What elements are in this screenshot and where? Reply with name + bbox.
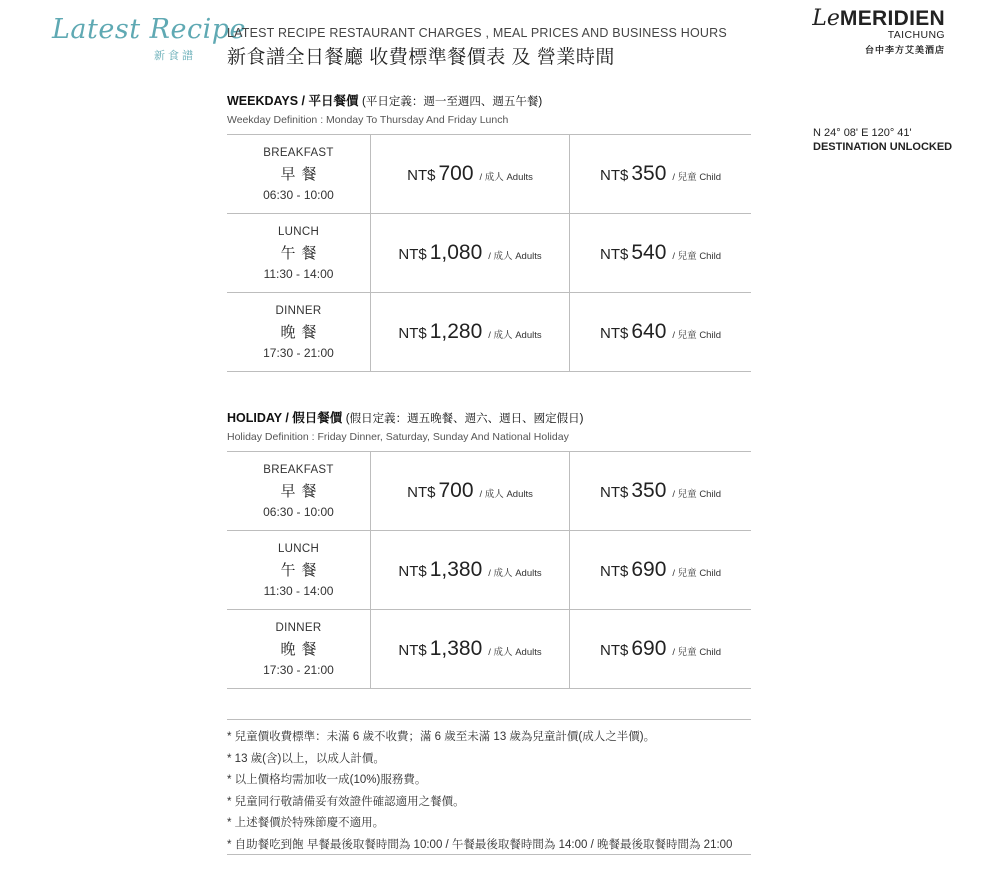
meal-name-cn: 午餐 (280, 244, 323, 262)
meal-name-en: BREAKFAST (263, 463, 334, 476)
note-item: * 兒童價收費標準：未滿 6 歲不收費；滿 6 歲至未滿 13 歲為兒童計價(成人之半價)。 (227, 727, 767, 749)
page-header (227, 26, 727, 69)
child-price: 690 (631, 637, 667, 660)
adult-unit: / 成人 Adults (488, 330, 542, 341)
currency: NT$ (398, 642, 427, 659)
section-title-main: WEEKDAYS / 平日餐價 (227, 94, 359, 108)
logo-script-text: Latest Recipe (52, 14, 246, 45)
coordinates-text: N 24° 08' E 120° 41' (813, 127, 912, 139)
meal-name-en: DINNER (275, 621, 322, 634)
brand-city: TAICHUNG (887, 29, 945, 41)
child-unit: / 兒童 Child (672, 647, 721, 658)
currency: NT$ (398, 325, 427, 342)
meal-name-cn: 晚餐 (280, 323, 323, 341)
destination-tagline: DESTINATION UNLOCKED (813, 141, 953, 153)
meal-cell (227, 531, 371, 610)
meal-hours: 11:30 - 14:00 (263, 266, 334, 281)
adult-price: 700 (438, 162, 474, 185)
notes-divider (227, 719, 751, 720)
currency: NT$ (407, 167, 436, 184)
adult-unit: / 成人 Adults (479, 172, 533, 183)
brand-chinese-name: 台中李方艾美酒店 (864, 45, 945, 55)
currency: NT$ (600, 484, 629, 501)
meal-cell (227, 135, 371, 214)
latest-recipe-logo (52, 14, 246, 64)
child-price: 640 (631, 320, 667, 343)
currency: NT$ (398, 246, 427, 263)
section-title (227, 91, 542, 109)
adult-price-cell (371, 214, 570, 293)
adult-price: 1,280 (429, 320, 483, 343)
notes-bottom-divider (227, 854, 751, 855)
page-title-cn: 新食譜全日餐廳 收費標準餐價表 及 營業時間 (227, 47, 615, 68)
section-title-sub: (平日定義：週一至週四、週五午餐) (362, 96, 543, 108)
meal-hours: 06:30 - 10:00 (263, 187, 334, 202)
meal-name-en: LUNCH (277, 225, 320, 238)
adult-price: 700 (438, 479, 474, 502)
notes-list (227, 727, 767, 856)
meal-cell (227, 610, 371, 689)
adult-price: 1,080 (429, 241, 483, 264)
adult-unit: / 成人 Adults (488, 568, 542, 579)
currency: NT$ (398, 563, 427, 580)
note-item: * 上述餐價於特殊節慶不適用。 (227, 813, 767, 835)
child-unit: / 兒童 Child (672, 172, 721, 183)
brand-main: MERIDIEN (839, 7, 945, 30)
child-price: 540 (631, 241, 667, 264)
child-unit: / 兒童 Child (672, 330, 721, 341)
section-title (227, 408, 583, 426)
meal-name-en: DINNER (275, 304, 322, 317)
le-meridien-logo (812, 6, 945, 56)
section-definition: Weekday Definition : Monday To Thursday And Friday Lunch (227, 114, 509, 126)
table-row (227, 531, 751, 610)
note-item: * 自助餐吃到飽 早餐最後取餐時間為 10:00 / 午餐最後取餐時間為 14:00 / 晚餐最後取餐時間為 21:00 (227, 835, 767, 857)
brand-le: Le (812, 6, 840, 31)
child-unit: / 兒童 Child (672, 489, 721, 500)
currency: NT$ (407, 484, 436, 501)
meal-name-en: LUNCH (277, 542, 320, 555)
adult-price-cell (371, 135, 570, 214)
child-price-cell (570, 214, 752, 293)
child-unit: / 兒童 Child (672, 251, 721, 262)
currency: NT$ (600, 563, 629, 580)
child-price: 350 (631, 479, 667, 502)
coordinates-block (813, 126, 952, 154)
adult-price-cell (371, 293, 570, 372)
table-row (227, 135, 751, 214)
meal-name-cn: 午餐 (280, 561, 323, 579)
child-price-cell (570, 452, 752, 531)
child-price-cell (570, 135, 752, 214)
child-unit: / 兒童 Child (672, 568, 721, 579)
meal-hours: 11:30 - 14:00 (263, 583, 334, 598)
currency: NT$ (600, 246, 629, 263)
table-row (227, 293, 751, 372)
page-title-en: LATEST RECIPE RESTAURANT CHARGES , MEAL PRICES AND BUSINESS HOURS (227, 26, 727, 40)
meal-name-cn: 晚餐 (280, 640, 323, 658)
meal-cell (227, 293, 371, 372)
meal-cell (227, 452, 371, 531)
brand-name (812, 6, 945, 31)
child-price-cell (570, 531, 752, 610)
meal-name-en: BREAKFAST (263, 146, 334, 159)
adult-price: 1,380 (429, 637, 483, 660)
meal-name-cn: 早餐 (280, 482, 323, 500)
adult-unit: / 成人 Adults (479, 489, 533, 500)
note-item: * 以上價格均需加收一成(10%)服務費。 (227, 770, 767, 792)
child-price-cell (570, 610, 752, 689)
adult-unit: / 成人 Adults (488, 647, 542, 658)
child-price: 350 (631, 162, 667, 185)
adult-price-cell (371, 610, 570, 689)
meal-hours: 17:30 - 21:00 (263, 345, 334, 360)
adult-unit: / 成人 Adults (488, 251, 542, 262)
meal-hours: 06:30 - 10:00 (263, 504, 334, 519)
holiday-price-table (227, 451, 751, 689)
weekdays-section-heading (227, 91, 542, 126)
holiday-section-heading (227, 408, 583, 443)
table-row (227, 610, 751, 689)
child-price: 690 (631, 558, 667, 581)
section-definition: Holiday Definition : Friday Dinner, Saturday, Sunday And National Holiday (227, 431, 569, 443)
currency: NT$ (600, 642, 629, 659)
table-row (227, 214, 751, 293)
meal-cell (227, 214, 371, 293)
table-row (227, 452, 751, 531)
note-item: * 13 歲(含)以上，以成人計價。 (227, 749, 767, 771)
meal-hours: 17:30 - 21:00 (263, 662, 334, 677)
section-title-main: HOLIDAY / 假日餐價 (227, 411, 343, 425)
currency: NT$ (600, 325, 629, 342)
currency: NT$ (600, 167, 629, 184)
meal-name-cn: 早餐 (280, 165, 323, 183)
adult-price-cell (371, 531, 570, 610)
note-item: * 兒童同行敬請備妥有效證件確認適用之餐價。 (227, 792, 767, 814)
adult-price: 1,380 (429, 558, 483, 581)
logo-chinese-text: 新食譜 (154, 50, 196, 62)
adult-price-cell (371, 452, 570, 531)
child-price-cell (570, 293, 752, 372)
section-title-sub: (假日定義：週五晚餐、週六、週日、國定假日) (345, 413, 584, 425)
weekdays-price-table (227, 134, 751, 372)
